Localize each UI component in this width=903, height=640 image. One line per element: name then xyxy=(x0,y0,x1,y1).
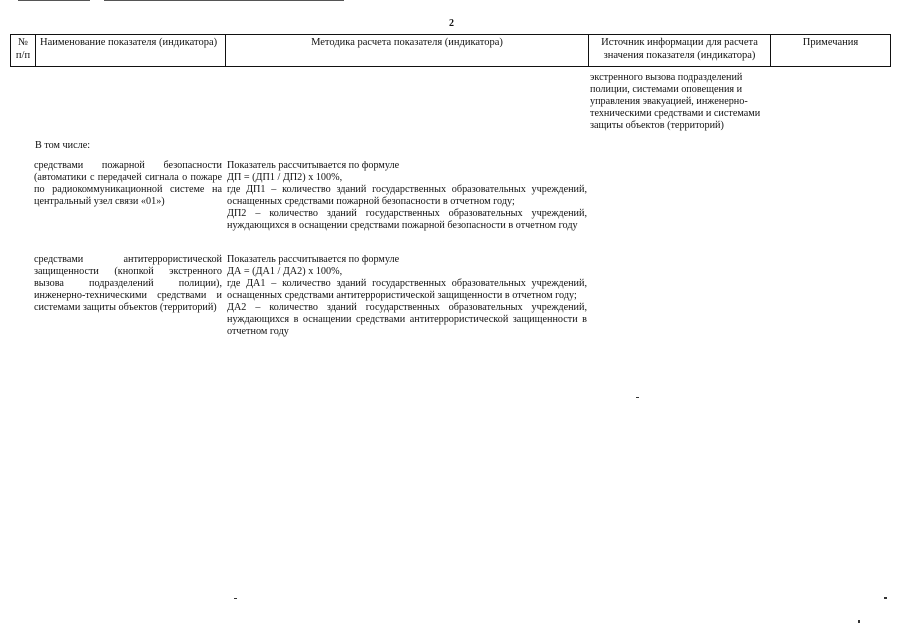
row-2-definition-1: где ДА1 – количество зданий государственных образовательных учреждений, оснащенных средствами антитеррористической защищенности в отчетном году; xyxy=(227,278,587,301)
header-number: № п/п xyxy=(11,35,36,67)
row-2-definition-2: ДА2 – количество зданий государственных образовательных учреждений, нуждающихся в оснащении средствами антитеррористической защищенности в отчетном году xyxy=(227,302,587,337)
row-2-formula: ДА = (ДА1 / ДА2) x 100%, xyxy=(227,266,343,277)
scan-speck xyxy=(858,620,860,623)
header-notes: Примечания xyxy=(771,35,891,67)
header-indicator-name: Наименование показателя (индикатора) xyxy=(36,35,226,67)
indicator-table-header xyxy=(10,34,891,67)
source-continuation: экстренного вызова подразделений полиции, системами оповещения и управления эвакуацией, инженерно-техническими средствами и системами защиты объектов (территорий) xyxy=(590,72,761,131)
row-1-method-intro: Показатель рассчитывается по формуле xyxy=(227,160,400,171)
scan-speck xyxy=(884,597,887,599)
header-calculation-method: Методика расчета показателя (индикатора) xyxy=(226,35,589,67)
page-number: 2 xyxy=(449,18,454,29)
scan-speck xyxy=(234,598,237,599)
including-label: В том числе: xyxy=(35,140,91,151)
row-2-method-intro: Показатель рассчитывается по формуле xyxy=(227,254,400,265)
row-1-definition-1: где ДП1 – количество зданий государственных образовательных учреждений, оснащенных средствами пожарной безопасности в отчетном году; xyxy=(227,184,587,207)
row-2-calculation-method xyxy=(227,254,587,338)
row-1-indicator-name: средствами пожарной безопасности (автоматики с передачей сигнала о пожаре по радиокоммуникационной системе на центральный узел связи «01») xyxy=(34,160,222,207)
scan-speck xyxy=(636,397,639,398)
row-2-indicator-name: средствами антитеррористической защищенности (кнопкой экстренного вызова подразделений полиции), инженерно-техническими средствами и системами защиты объектов (территорий) xyxy=(34,254,222,313)
header-information-source: Источник информации для расчета значения показателя (индикатора) xyxy=(589,35,771,67)
row-1-formula: ДП = (ДП1 / ДП2) x 100%, xyxy=(227,172,343,183)
scan-top-line-right xyxy=(104,0,344,1)
table-header-row xyxy=(11,35,891,67)
row-1-calculation-method xyxy=(227,160,587,232)
row-1-definition-2: ДП2 – количество зданий государственных образовательных учреждений, нуждающихся в оснащении средствами пожарной безопасности в отчетном году xyxy=(227,208,587,231)
scan-top-line-left xyxy=(18,0,90,1)
